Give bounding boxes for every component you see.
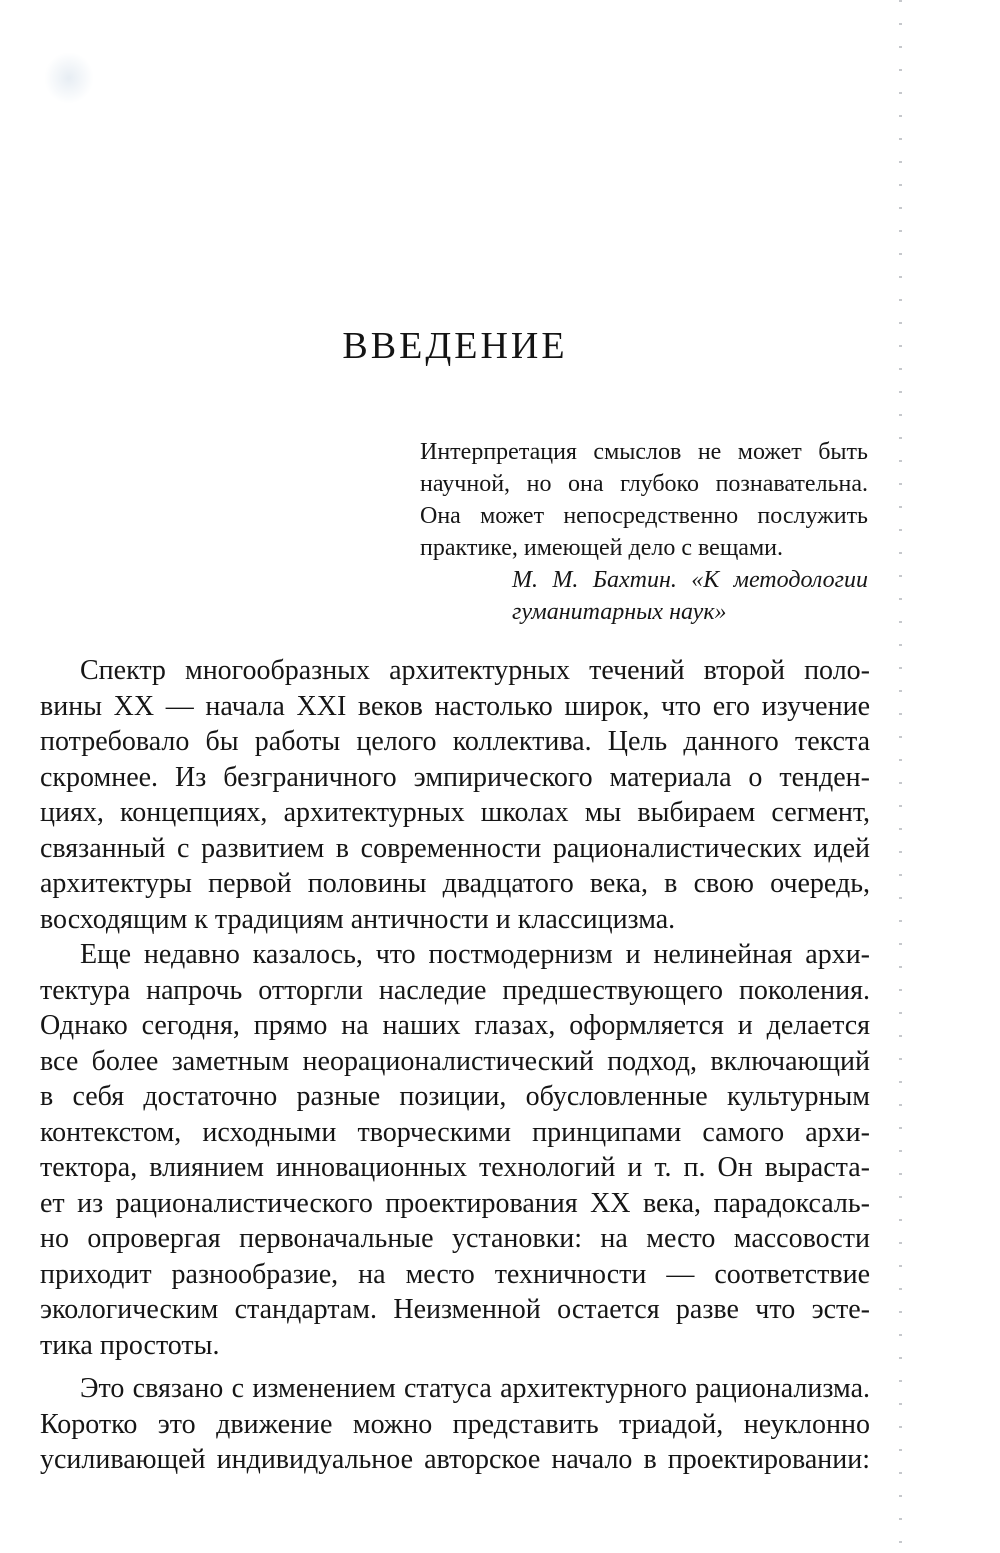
text-line: циях, концепциях, архитектурных школах мы выбираем сегмент, [40, 797, 870, 828]
text-line: связанный с развитием в современности рационалистических идей [40, 832, 870, 864]
scan-smudge-artifact [44, 52, 94, 104]
scan-dots-artifact [899, 0, 902, 1553]
text-line: архитектуры первой половины двадцатого века, в свою очередь, [40, 868, 870, 899]
text-line: контекстом, исходными творческими принципами самого архи- [40, 1116, 870, 1148]
epigraph-line: практике, имеющей дело с вещами. [420, 535, 783, 561]
body-text [40, 653, 870, 1478]
text-line: тектура напрочь отторгли наследие предшествующего поколения. [40, 974, 870, 1006]
text-line: все более заметным неорационалистический подход, включающий [40, 1045, 870, 1077]
epigraph-line: научной, но она глубоко познавательна. [420, 471, 868, 497]
epigraph-line: Она может непосредственно послужить [420, 503, 868, 529]
text-line: но опровергая первоначальные установки: на место массовости [40, 1223, 870, 1254]
epigraph-attribution [512, 564, 868, 628]
text-line: Коротко это движение можно представить триадой, неуклонно [40, 1408, 870, 1440]
text-line: тика простоты. [40, 1329, 220, 1361]
text-line: усиливающей индивидуальное авторское начало в проектировании: [40, 1444, 870, 1475]
text-line: Однако сегодня, прямо на наших глазах, оформляется и делается [40, 1010, 870, 1041]
text-line: Это связано с изменением статуса архитектурного рационализма. [80, 1373, 870, 1404]
text-line: приходит разнообразие, на место техничности — соответствие [40, 1258, 870, 1290]
page-title: ВВЕДЕНИЕ [342, 325, 568, 367]
epigraph-line: Интерпретация смыслов не может быть [420, 439, 868, 465]
text-line: скромнее. Из безграничного эмпирического материала о тенден- [40, 761, 870, 793]
paragraph-3 [40, 1371, 870, 1478]
paragraph-2 [40, 937, 870, 1363]
text-line: Спектр многообразных архитектурных течений второй поло- [80, 655, 870, 686]
text-line: в себя достаточно разные позиции, обусловленные культурным [40, 1081, 870, 1112]
text-line: Еще недавно казалось, что постмодернизм и нелинейная архи- [80, 939, 870, 970]
text-line: вины XX — начала XXI веков настолько широк, что его изучение [40, 690, 870, 722]
epigraph [420, 436, 868, 628]
text-line: восходящим к традициям античности и классицизма. [40, 903, 676, 935]
text-line: потребовало бы работы целого коллектива. Цель данного текста [40, 726, 870, 757]
text-line: тектора, влиянием инновационных технологий и т. п. Он выраста- [40, 1152, 870, 1183]
attribution-line: М. М. Бахтин. «К методологии [512, 567, 868, 593]
paragraph-1 [40, 653, 870, 937]
text-line: ет из рационалистического проектирования XX века, парадоксаль- [40, 1187, 870, 1219]
attribution-line: гуманитарных наук» [512, 599, 727, 625]
text-line: экологическим стандартам. Неизменной остается разве что эсте- [40, 1294, 870, 1325]
